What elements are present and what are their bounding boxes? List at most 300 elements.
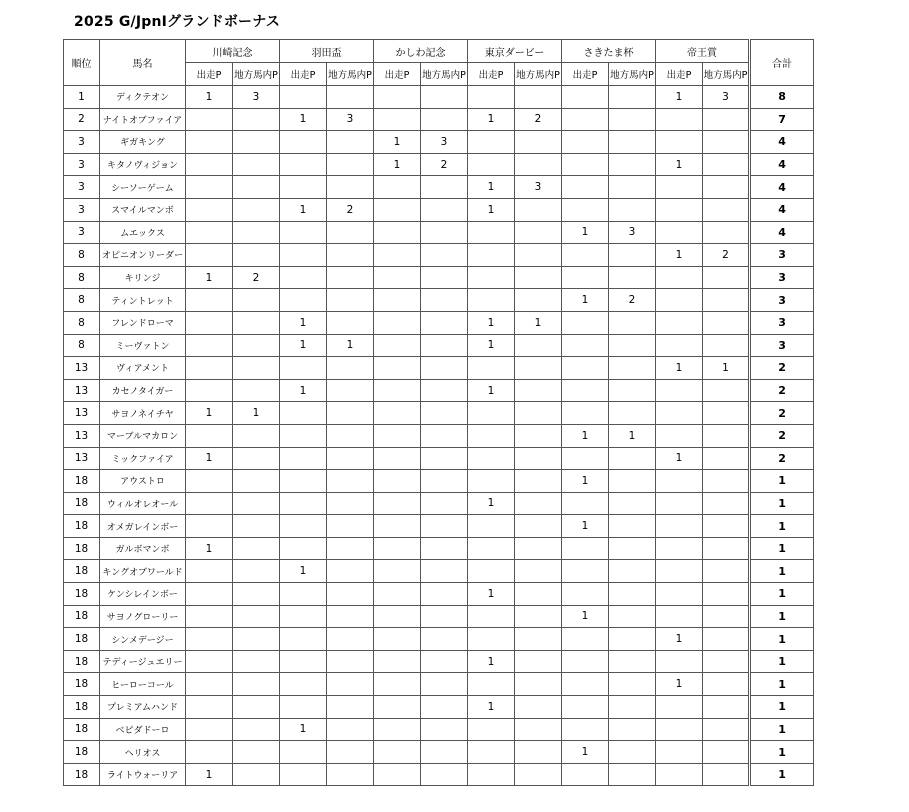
race-header: かしわ記念	[374, 40, 468, 63]
table-row	[64, 515, 814, 538]
start-points-header: 出走P	[562, 63, 609, 86]
local-points-header: 地方馬内P	[421, 63, 468, 86]
rank-cell: 18	[64, 718, 100, 741]
local-points-cell	[515, 334, 562, 357]
local-points-cell	[515, 357, 562, 380]
horse-name-cell: ケンシレインボー	[100, 583, 186, 606]
start-points-cell	[656, 718, 703, 741]
start-points-cell	[562, 244, 609, 267]
local-points-header: 地方馬内P	[609, 63, 656, 86]
start-points-cell: 1	[468, 379, 515, 402]
table-row	[64, 176, 814, 199]
start-points-cell: 1	[280, 379, 327, 402]
start-points-cell	[374, 515, 421, 538]
table-row	[64, 492, 814, 515]
start-points-cell	[280, 266, 327, 289]
table-row	[64, 696, 814, 719]
start-points-cell	[468, 628, 515, 651]
start-points-cell	[186, 198, 233, 221]
table-row	[64, 560, 814, 583]
local-points-cell: 2	[421, 153, 468, 176]
local-points-cell	[421, 492, 468, 515]
local-points-cell	[609, 673, 656, 696]
start-points-cell: 1	[656, 357, 703, 380]
start-points-cell	[562, 492, 609, 515]
local-points-cell	[327, 515, 374, 538]
start-points-cell: 1	[468, 492, 515, 515]
start-points-cell	[656, 108, 703, 131]
rank-cell: 18	[64, 673, 100, 696]
local-points-cell	[609, 583, 656, 606]
start-points-cell	[374, 424, 421, 447]
start-points-cell	[186, 492, 233, 515]
start-points-cell	[186, 673, 233, 696]
total-cell: 1	[750, 515, 814, 538]
start-points-cell: 1	[468, 334, 515, 357]
start-points-cell	[656, 560, 703, 583]
local-points-cell	[421, 515, 468, 538]
start-points-cell	[374, 650, 421, 673]
local-points-cell: 3	[327, 108, 374, 131]
total-cell: 3	[750, 244, 814, 267]
local-points-cell	[421, 763, 468, 786]
horse-name-cell: キングオブワールド	[100, 560, 186, 583]
local-points-cell: 3	[703, 86, 750, 109]
local-points-cell: 2	[609, 289, 656, 312]
start-points-cell	[656, 763, 703, 786]
horse-name-cell: サヨノネイチヤ	[100, 402, 186, 425]
local-points-cell	[609, 650, 656, 673]
local-points-cell	[515, 424, 562, 447]
race-header: 東京ダービー	[468, 40, 562, 63]
local-points-cell	[327, 131, 374, 154]
rank-cell: 18	[64, 696, 100, 719]
start-points-cell	[280, 131, 327, 154]
local-points-cell	[703, 176, 750, 199]
start-points-cell	[562, 153, 609, 176]
start-points-cell	[186, 221, 233, 244]
local-points-cell	[515, 650, 562, 673]
total-cell: 1	[750, 650, 814, 673]
local-points-cell	[703, 221, 750, 244]
local-points-cell	[609, 108, 656, 131]
start-points-cell: 1	[468, 583, 515, 606]
table-row	[64, 221, 814, 244]
total-cell: 1	[750, 492, 814, 515]
local-points-cell	[421, 605, 468, 628]
local-points-cell	[703, 741, 750, 764]
local-points-cell	[515, 266, 562, 289]
table-row	[64, 537, 814, 560]
race-header: 川崎記念	[186, 40, 280, 63]
total-cell: 3	[750, 289, 814, 312]
total-cell: 7	[750, 108, 814, 131]
page-title: 2025 G/JpnⅠグランドボーナス	[74, 14, 281, 30]
local-points-cell	[515, 741, 562, 764]
start-points-cell	[374, 537, 421, 560]
start-points-cell: 1	[280, 718, 327, 741]
local-points-cell	[515, 560, 562, 583]
start-points-cell	[374, 470, 421, 493]
start-points-cell	[280, 537, 327, 560]
local-points-cell	[609, 379, 656, 402]
start-points-cell	[374, 311, 421, 334]
start-points-cell	[562, 379, 609, 402]
local-points-cell	[703, 266, 750, 289]
start-points-cell	[656, 311, 703, 334]
start-points-cell: 1	[468, 696, 515, 719]
local-points-cell	[233, 153, 280, 176]
local-points-cell	[327, 673, 374, 696]
local-points-cell	[609, 696, 656, 719]
table-row	[64, 334, 814, 357]
start-points-cell	[186, 515, 233, 538]
local-points-cell	[703, 492, 750, 515]
start-points-cell: 1	[468, 176, 515, 199]
local-points-cell: 2	[327, 198, 374, 221]
total-cell: 4	[750, 153, 814, 176]
local-points-cell	[609, 560, 656, 583]
rank-cell: 8	[64, 244, 100, 267]
rank-cell: 13	[64, 447, 100, 470]
start-points-cell: 1	[468, 108, 515, 131]
table-row	[64, 628, 814, 651]
horse-name-cell: シーソーゲーム	[100, 176, 186, 199]
table-row	[64, 718, 814, 741]
local-points-cell	[233, 334, 280, 357]
rank-cell: 18	[64, 628, 100, 651]
start-points-cell	[656, 266, 703, 289]
start-points-cell	[562, 696, 609, 719]
local-points-cell	[421, 696, 468, 719]
start-points-cell	[562, 763, 609, 786]
start-points-cell	[468, 470, 515, 493]
start-points-cell	[656, 176, 703, 199]
table-row	[64, 763, 814, 786]
start-points-cell	[656, 741, 703, 764]
start-points-cell	[562, 718, 609, 741]
table-row	[64, 424, 814, 447]
local-points-cell	[327, 741, 374, 764]
rank-cell: 18	[64, 650, 100, 673]
local-points-cell	[609, 447, 656, 470]
rank-cell: 18	[64, 560, 100, 583]
horse-name-cell: ミックファイア	[100, 447, 186, 470]
rank-cell: 18	[64, 470, 100, 493]
start-points-cell	[468, 357, 515, 380]
local-points-cell	[421, 560, 468, 583]
local-points-cell	[421, 424, 468, 447]
start-points-cell	[186, 470, 233, 493]
local-points-cell	[609, 537, 656, 560]
local-points-cell	[421, 379, 468, 402]
start-points-cell	[186, 718, 233, 741]
total-cell: 2	[750, 402, 814, 425]
start-points-cell: 1	[186, 537, 233, 560]
local-points-cell	[703, 696, 750, 719]
start-points-cell: 1	[186, 402, 233, 425]
total-header: 合計	[750, 40, 814, 86]
total-cell: 1	[750, 560, 814, 583]
race-header: 羽田盃	[280, 40, 374, 63]
start-points-cell	[280, 176, 327, 199]
start-points-cell	[280, 650, 327, 673]
local-points-cell	[515, 289, 562, 312]
start-points-cell	[186, 379, 233, 402]
horse-name-cell: フレンドローマ	[100, 311, 186, 334]
local-points-cell	[327, 470, 374, 493]
local-points-cell	[233, 696, 280, 719]
local-points-cell	[327, 628, 374, 651]
start-points-cell	[562, 650, 609, 673]
local-points-cell	[703, 470, 750, 493]
start-points-cell: 1	[562, 605, 609, 628]
rank-cell: 1	[64, 86, 100, 109]
local-points-cell	[515, 673, 562, 696]
local-points-cell	[515, 86, 562, 109]
rank-cell: 3	[64, 153, 100, 176]
local-points-cell	[233, 515, 280, 538]
start-points-cell	[656, 515, 703, 538]
start-points-cell	[186, 741, 233, 764]
start-points-cell: 1	[562, 424, 609, 447]
start-points-cell	[280, 424, 327, 447]
start-points-cell: 1	[186, 763, 233, 786]
rank-cell: 13	[64, 357, 100, 380]
local-points-cell	[515, 605, 562, 628]
local-points-cell	[515, 583, 562, 606]
local-points-cell	[327, 447, 374, 470]
local-points-cell	[233, 244, 280, 267]
start-points-cell	[374, 266, 421, 289]
local-points-cell	[609, 628, 656, 651]
start-points-cell	[374, 334, 421, 357]
standings-body	[64, 86, 814, 786]
local-points-cell	[421, 334, 468, 357]
start-points-cell	[562, 198, 609, 221]
start-points-cell	[374, 763, 421, 786]
start-points-cell	[186, 605, 233, 628]
start-points-cell	[468, 131, 515, 154]
local-points-cell	[609, 86, 656, 109]
start-points-cell	[374, 447, 421, 470]
start-points-cell	[280, 244, 327, 267]
local-points-cell	[609, 763, 656, 786]
local-points-cell	[515, 718, 562, 741]
start-points-cell: 1	[280, 334, 327, 357]
local-points-cell	[327, 696, 374, 719]
start-points-cell	[280, 696, 327, 719]
start-points-cell	[186, 311, 233, 334]
horse-name-cell: サヨノグローリー	[100, 605, 186, 628]
local-points-cell	[327, 537, 374, 560]
local-points-cell	[327, 176, 374, 199]
horse-name-header: 馬名	[100, 40, 186, 86]
start-points-cell: 1	[656, 153, 703, 176]
start-points-cell	[374, 402, 421, 425]
start-points-cell	[186, 153, 233, 176]
start-points-cell	[562, 131, 609, 154]
local-points-cell	[233, 741, 280, 764]
start-points-cell	[374, 357, 421, 380]
start-points-cell	[468, 447, 515, 470]
local-points-cell	[327, 289, 374, 312]
local-points-cell	[233, 379, 280, 402]
start-points-cell: 1	[468, 650, 515, 673]
horse-name-cell: ベピダドーロ	[100, 718, 186, 741]
start-points-cell	[374, 379, 421, 402]
local-points-cell	[327, 357, 374, 380]
start-points-cell	[374, 244, 421, 267]
start-points-header: 出走P	[468, 63, 515, 86]
local-points-cell	[327, 266, 374, 289]
rank-cell: 3	[64, 221, 100, 244]
local-points-cell	[703, 763, 750, 786]
start-points-cell	[280, 86, 327, 109]
table-row	[64, 266, 814, 289]
start-points-cell	[656, 334, 703, 357]
local-points-cell	[609, 244, 656, 267]
local-points-cell	[233, 560, 280, 583]
start-points-cell: 1	[562, 289, 609, 312]
start-points-cell	[468, 289, 515, 312]
start-points-cell: 1	[186, 86, 233, 109]
start-points-cell	[468, 153, 515, 176]
local-points-cell	[703, 560, 750, 583]
rank-cell: 8	[64, 289, 100, 312]
local-points-cell	[233, 447, 280, 470]
start-points-cell	[468, 424, 515, 447]
local-points-cell	[609, 176, 656, 199]
local-points-cell	[421, 673, 468, 696]
start-points-cell	[374, 628, 421, 651]
local-points-cell	[703, 628, 750, 651]
start-points-cell: 1	[656, 86, 703, 109]
start-points-cell	[562, 673, 609, 696]
total-cell: 1	[750, 696, 814, 719]
rank-cell: 18	[64, 537, 100, 560]
local-points-cell	[703, 402, 750, 425]
start-points-cell	[656, 650, 703, 673]
local-points-cell	[421, 266, 468, 289]
horse-name-cell: カセノタイガー	[100, 379, 186, 402]
total-cell: 8	[750, 86, 814, 109]
start-points-cell	[562, 266, 609, 289]
start-points-cell	[374, 198, 421, 221]
table-row	[64, 470, 814, 493]
local-points-cell	[515, 763, 562, 786]
horse-name-cell: アウストロ	[100, 470, 186, 493]
start-points-cell: 1	[186, 447, 233, 470]
start-points-cell	[280, 221, 327, 244]
start-points-cell: 1	[656, 628, 703, 651]
start-points-cell	[280, 763, 327, 786]
local-points-cell: 3	[233, 86, 280, 109]
local-points-cell	[609, 153, 656, 176]
start-points-cell	[656, 198, 703, 221]
table-row	[64, 447, 814, 470]
start-points-cell	[468, 741, 515, 764]
start-points-header: 出走P	[280, 63, 327, 86]
total-cell: 1	[750, 537, 814, 560]
rank-cell: 3	[64, 198, 100, 221]
start-points-cell: 1	[562, 470, 609, 493]
local-points-cell	[233, 537, 280, 560]
start-points-cell	[186, 357, 233, 380]
start-points-cell	[374, 583, 421, 606]
local-points-cell	[703, 673, 750, 696]
start-points-cell	[656, 537, 703, 560]
local-points-cell	[421, 86, 468, 109]
start-points-cell	[562, 560, 609, 583]
total-cell: 2	[750, 424, 814, 447]
start-points-cell: 1	[280, 198, 327, 221]
local-points-cell	[609, 605, 656, 628]
local-points-cell	[515, 628, 562, 651]
start-points-cell	[656, 424, 703, 447]
local-points-cell	[421, 244, 468, 267]
horse-name-cell: マーブルマカロン	[100, 424, 186, 447]
bonus-standings-table	[63, 39, 814, 786]
start-points-cell	[562, 583, 609, 606]
local-points-cell	[703, 334, 750, 357]
table-row	[64, 650, 814, 673]
local-points-cell	[421, 221, 468, 244]
start-points-cell	[468, 718, 515, 741]
start-points-cell	[562, 537, 609, 560]
local-points-cell	[703, 198, 750, 221]
start-points-cell	[656, 289, 703, 312]
local-points-cell	[421, 447, 468, 470]
local-points-cell	[421, 470, 468, 493]
start-points-cell	[280, 153, 327, 176]
local-points-cell	[233, 492, 280, 515]
table-row	[64, 108, 814, 131]
start-points-header: 出走P	[186, 63, 233, 86]
start-points-cell	[374, 560, 421, 583]
local-points-cell	[421, 289, 468, 312]
start-points-cell	[280, 289, 327, 312]
start-points-cell: 1	[656, 244, 703, 267]
local-points-cell	[327, 560, 374, 583]
local-points-header: 地方馬内P	[703, 63, 750, 86]
start-points-cell	[656, 379, 703, 402]
start-points-cell	[186, 650, 233, 673]
local-points-cell	[421, 628, 468, 651]
local-points-cell	[515, 153, 562, 176]
local-points-cell	[609, 718, 656, 741]
local-points-cell	[515, 402, 562, 425]
start-points-cell	[186, 628, 233, 651]
start-points-cell	[562, 402, 609, 425]
local-points-cell: 1	[609, 424, 656, 447]
total-cell: 1	[750, 470, 814, 493]
start-points-cell	[374, 492, 421, 515]
rank-cell: 13	[64, 402, 100, 425]
total-cell: 1	[750, 718, 814, 741]
local-points-cell: 1	[327, 334, 374, 357]
local-points-cell	[609, 198, 656, 221]
local-points-cell	[327, 153, 374, 176]
local-points-cell	[703, 650, 750, 673]
local-points-cell	[609, 357, 656, 380]
local-points-cell	[233, 198, 280, 221]
local-points-cell	[327, 718, 374, 741]
start-points-cell	[468, 560, 515, 583]
local-points-cell	[327, 424, 374, 447]
horse-name-cell: オピニオンリーダー	[100, 244, 186, 267]
table-row	[64, 311, 814, 334]
